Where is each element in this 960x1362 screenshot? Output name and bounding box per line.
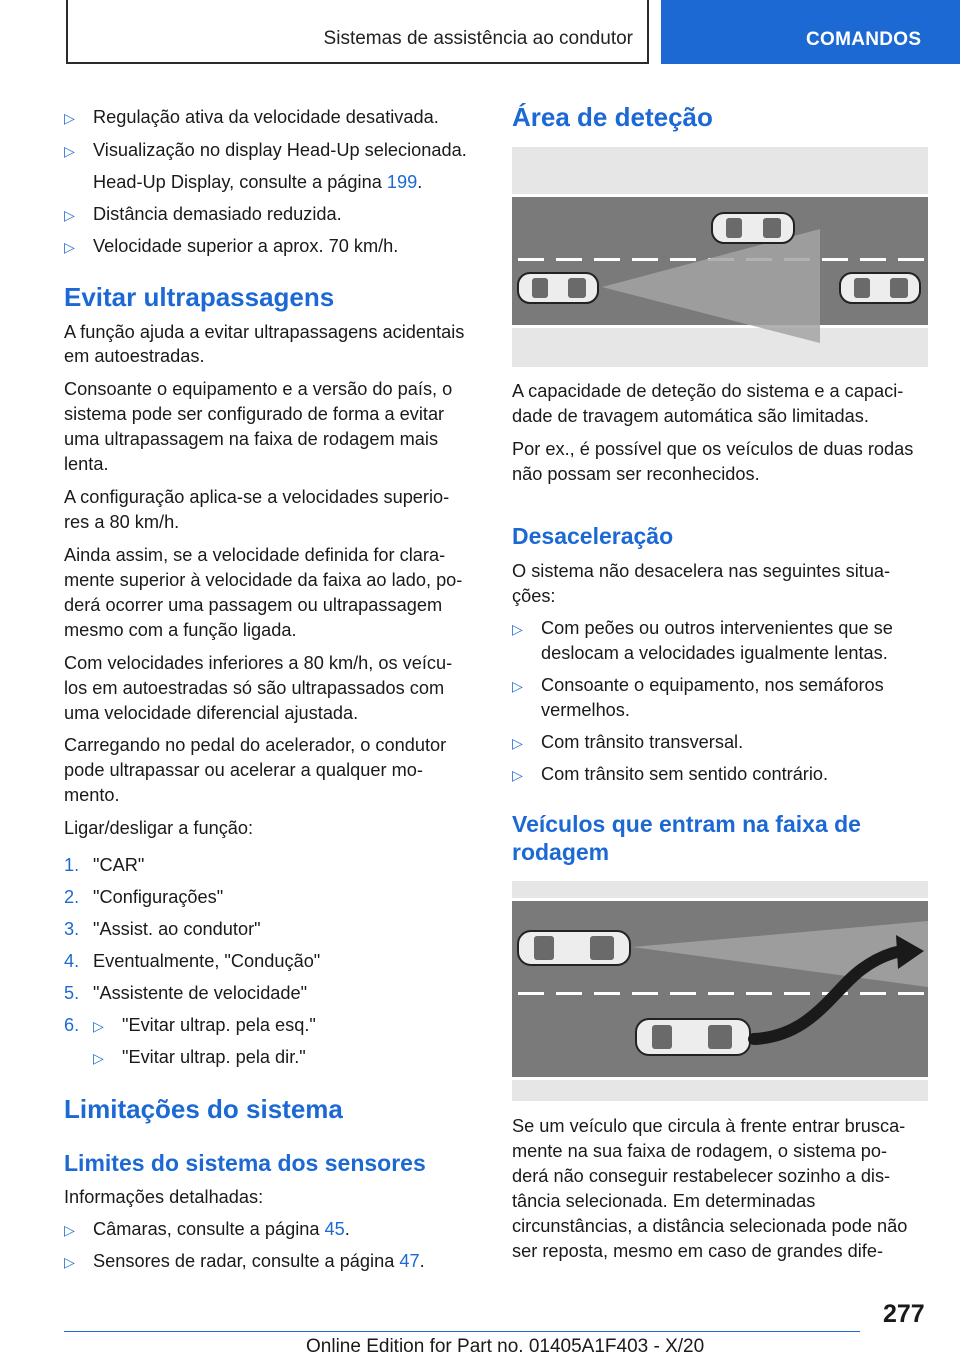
paragraph-line: Ligar/desligar a função:: [64, 818, 254, 838]
paragraph-line: lenta.: [64, 454, 109, 474]
list-item: Visualização no display Head-Up selecionada.: [93, 140, 467, 160]
figure-detection-area: [512, 147, 928, 367]
list-item: Regulação ativa da velocidade desativada.: [93, 107, 439, 127]
bullet-icon: ▷: [512, 621, 523, 637]
paragraph-line: Carregando no pedal do acelerador, o condutor: [64, 735, 447, 755]
paragraph-line: mento.: [64, 785, 120, 805]
footer-edition: Online Edition for Part no. 01405A1F403 - X/20: [306, 1336, 705, 1357]
paragraph-line: pode ultrapassar ou acelerar a qualquer mo‐: [64, 760, 423, 780]
list-item: Distância demasiado reduzida.: [93, 204, 342, 224]
detection-area-illustration: [512, 147, 928, 367]
bullet-icon: ▷: [512, 735, 523, 751]
radar-reference: Sensores de radar, consulte a página 47.: [93, 1251, 425, 1271]
car-icon: [518, 931, 630, 965]
bullet-icon: ▷: [64, 143, 75, 159]
list-item: Com peões ou outros intervenientes que se: [541, 618, 893, 638]
step-text: "Assist. ao condutor": [93, 919, 261, 939]
bullet-icon: ▷: [64, 1254, 75, 1270]
footer-divider: [64, 1331, 860, 1332]
paragraph-line: Se um veículo que circula à frente entrar brusca‐: [512, 1116, 906, 1136]
page-link-199[interactable]: 199: [386, 172, 418, 192]
paragraph-line: em autoestradas.: [64, 346, 205, 366]
bullet-icon: ▷: [64, 1222, 75, 1238]
bullet-icon: ▷: [93, 1050, 104, 1066]
step-number: 4.: [64, 951, 80, 971]
figure-vehicle-cut-in: [512, 881, 928, 1101]
paragraph-line: ções:: [512, 586, 556, 606]
camera-reference: Câmaras, consulte a página 45.: [93, 1219, 350, 1239]
car-icon: [840, 273, 920, 303]
paragraph-line: circunstâncias, a distância selecionada pode não: [512, 1216, 908, 1236]
paragraph-line: mente superior à velocidade da faixa ao lado, po‐: [64, 570, 463, 590]
paragraph-line: uma ultrapassagem na faixa de rodagem mais: [64, 429, 439, 449]
paragraph-line: res a 80 km/h.: [64, 512, 180, 532]
paragraph-line: Por ex., é possível que os veículos de duas rodas: [512, 439, 914, 459]
bullet-icon: ▷: [512, 767, 523, 783]
heading-limitacoes: Limitações do sistema: [64, 1094, 343, 1124]
paragraph-line: derá não conseguir restabelecer sozinho a dis‐: [512, 1166, 891, 1186]
paragraph-line: tância selecionada. Em determinadas: [512, 1191, 816, 1211]
header-section-title: Sistemas de assistência ao condutor: [323, 28, 633, 49]
paragraph-line: mente na sua faixa de rodagem, o sistema po‐: [512, 1141, 888, 1161]
headup-reference: Head-Up Display, consulte a página 199.: [93, 172, 423, 192]
paragraph-line: los em autoestradas só são ultrapassados com: [64, 678, 445, 698]
list-item: Velocidade superior a aprox. 70 km/h.: [93, 236, 399, 256]
car-icon: [636, 1019, 750, 1055]
step-text: "Configurações": [93, 887, 224, 907]
header-chapter-tab[interactable]: [661, 0, 960, 64]
paragraph-line: mesmo com a função ligada.: [64, 620, 297, 640]
cut-in-illustration: [512, 881, 928, 1101]
bullet-icon: ▷: [64, 207, 75, 223]
paragraph-line: Consoante o equipamento e a versão do país, o: [64, 379, 453, 399]
paragraph-line: não possam ser reconhecidos.: [512, 464, 760, 484]
paragraph-line: sistema pode ser configurado de forma a evitar: [64, 404, 445, 424]
header-tab-label: COMANDOS: [806, 29, 922, 50]
bullet-icon: ▷: [512, 678, 523, 694]
list-item: vermelhos.: [541, 700, 630, 720]
heading-limites-sensores: Limites do sistema dos sensores: [64, 1150, 426, 1176]
step-text: "CAR": [93, 855, 145, 875]
paragraph-line: dade de travagem automática são limitadas.: [512, 406, 869, 426]
heading-veiculos-line1: Veículos que entram na faixa de: [512, 811, 861, 837]
page-number: 277: [883, 1300, 925, 1328]
list-item: Com trânsito transversal.: [541, 732, 744, 752]
paragraph-line: derá ocorrer uma passagem ou ultrapassagem: [64, 595, 443, 615]
bullet-icon: ▷: [64, 110, 75, 126]
list-item: Consoante o equipamento, nos semáforos: [541, 675, 884, 695]
paragraph-line: ser reposta, mesmo em caso de grandes dife‐: [512, 1241, 883, 1261]
heading-area-detecao: Área de deteção: [512, 102, 713, 132]
list-item: Com trânsito sem sentido contrário.: [541, 764, 829, 784]
page-link-47[interactable]: 47: [399, 1251, 420, 1271]
paragraph-line: O sistema não desacelera nas seguintes situa‐: [512, 561, 891, 581]
paragraph-line: A configuração aplica-se a velocidades superio‐: [64, 487, 450, 507]
heading-veiculos-line2: rodagem: [512, 839, 610, 865]
step-number: 5.: [64, 983, 80, 1003]
step-text: "Evitar ultrap. pela esq.": [122, 1015, 316, 1035]
step-number: 1.: [64, 855, 80, 875]
step-text: Eventualmente, "Condução": [93, 951, 321, 971]
list-item: deslocam a velocidades igualmente lentas.: [541, 643, 888, 663]
paragraph-line: uma velocidade diferencial ajustada.: [64, 703, 359, 723]
step-subitem: "Evitar ultrap. pela dir.": [122, 1047, 306, 1067]
step-number: 2.: [64, 887, 80, 907]
bullet-icon: ▷: [64, 239, 75, 255]
paragraph-line: A função ajuda a evitar ultrapassagens acidentais: [64, 322, 465, 342]
step-number: 6.: [64, 1015, 80, 1035]
car-icon: [712, 213, 794, 243]
step-text: "Assistente de velocidade": [93, 983, 308, 1003]
paragraph-line: A capacidade de deteção do sistema e a capaci‐: [512, 381, 904, 401]
paragraph-line: Ainda assim, se a velocidade definida for clara‐: [64, 545, 446, 565]
page-link-45[interactable]: 45: [324, 1219, 345, 1239]
car-icon: [518, 273, 598, 303]
step-number: 3.: [64, 919, 80, 939]
paragraph-line: Com velocidades inferiores a 80 km/h, os veícu‐: [64, 653, 453, 673]
heading-desaceleracao: Desaceleração: [512, 523, 674, 549]
header-frame: [66, 0, 649, 64]
heading-evitar-ultrapassagens: Evitar ultrapassagens: [64, 282, 335, 312]
bullet-icon: ▷: [93, 1018, 104, 1034]
paragraph-line: Informações detalhadas:: [64, 1187, 264, 1207]
